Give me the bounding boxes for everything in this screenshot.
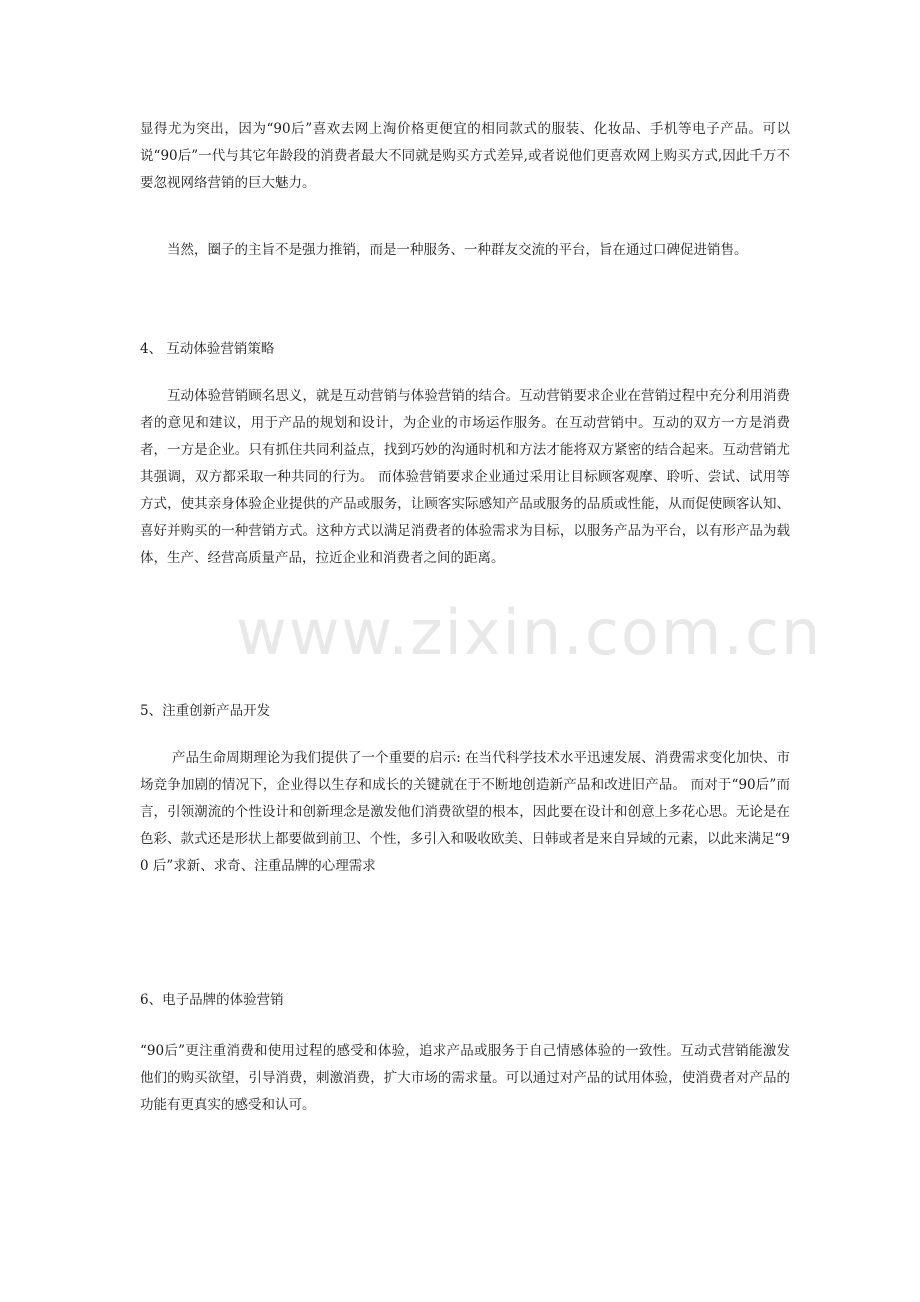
heading-section-6: 6、电子品牌的体验营销 <box>140 992 284 1008</box>
paragraph-electronic-brand: “90后”更注重消费和使用过程的感受和体验，追求产品或服务于自己情感体验的一致性。互动式营销能激发他们的购买欲望，引导消费，刺激消费，扩大市场的需求量。可以通过对产品的试用体验，使消费者对产品的功能有更真实的感受和认可。 <box>140 1043 790 1113</box>
watermark: www.zixin.com.cn <box>236 596 823 669</box>
heading-section-5: 5、注重创新产品开发 <box>140 703 271 719</box>
paragraph-product-innovation: 产品生命周期理论为我们提供了一个重要的启示: 在当代科学技术水平迅速发展、消费需求变化加快、市场竞争加剧的情况下，企业得以生存和成长的关键就在于不断地创造新产品和改进旧产品。 而对于“90后”而言，引领潮流的个性设计和创新理念是激发他们消费欲望的根本，因此要在设计和创意上多花心思。无论是在色彩、款式还是形状上都要做到前卫、个性，多引入和吸收欧美、日韩或者是来自异域的元素，以此来满足“90 后”求新、求奇、注重品牌的心理需求 <box>140 750 790 874</box>
paragraph-circle-purpose: 当然，圈子的主旨不是强力推销，而是一种服务、一种群友交流的平台，旨在通过口碑促进销售。 <box>167 242 748 258</box>
paragraph-online-shopping: 显得尤为突出，因为“90后”喜欢去网上淘价格更便宜的相同款式的服装、化妆品、手机等电子产品。可以说“90后”一代与其它年龄段的消费者最大不同就是购买方式差异,或者说他们更喜欢网上购买方式,因此千万不要忽视网络营销的巨大魅力。 <box>140 121 790 191</box>
heading-section-4: 4、 互动体验营销策略 <box>140 341 275 357</box>
paragraph-interactive-experience: 互动体验营销顾名思义，就是互动营销与体验营销的结合。互动营销要求企业在营销过程中充分利用消费者的意见和建议，用于产品的规划和设计，为企业的市场运作服务。在互动营销中。互动的双方一方是消费者，一方是企业。只有抓住共同利益点，找到巧妙的沟通时机和方法才能将双方紧密的结合起来。互动营销尤其强调，双方都采取一种共同的行为。 而体验营销要求企业通过采用让目标顾客观摩、聆听、尝试、试用等 方式，使其亲身体验企业提供的产品或服务，让顾客实际感知产品或服务的品质或性能，从而促使顾客认知、喜好并购买的一种营销方式。这种方式以满足消费者的体验需求为目标，以服务产品为平台，以有形产品为载体，生产、经营高质量产品，拉近企业和消费者之间的距离。 <box>140 388 804 566</box>
